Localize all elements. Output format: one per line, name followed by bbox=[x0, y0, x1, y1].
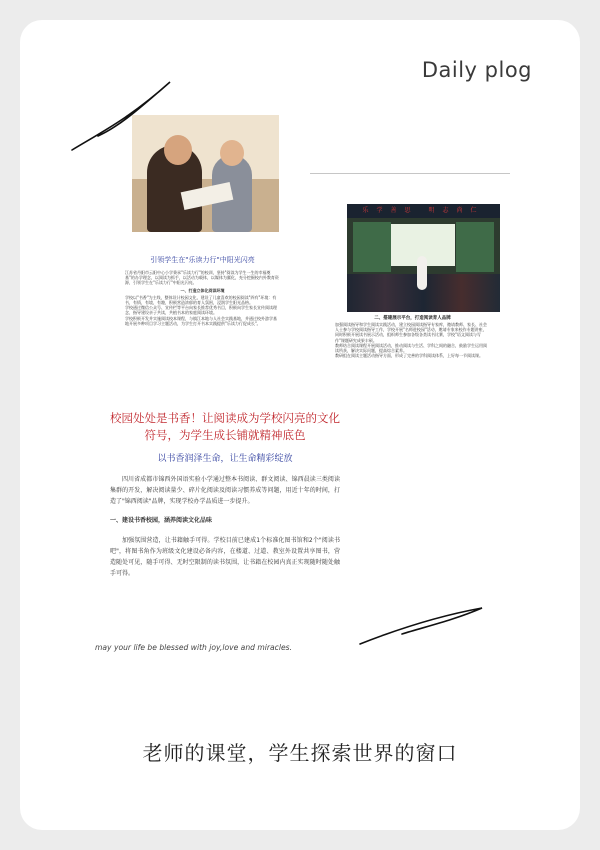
article-clipping-three bbox=[110, 410, 340, 636]
photo-classroom-reading-activity bbox=[347, 204, 500, 312]
article-two-paragraph: 加强阅读指导和学生阅读实践活动，建立校园阅读指导专家库，邀请教师、家长、社会人士参与学校阅读指导工作，学校开展"名师进校园"活动，邀请专家来校作专题讲座，同时积极开展读书展示活动，组织师生参加各级各类读书比赛，学校"语文阅读与写作"课题研究成果丰硕。 bbox=[335, 322, 487, 343]
article-three-body: 加强氛围营造，让书籍触手可得。学校目前已建成1个标准化图书馆和2个"阅读书吧"，将图书角作为班级文化建设必备内容，在楼道、过道、教室外设置共享图书，营造随处可见，随手可得、无时空限制的读书氛围，让书籍在校园内真正实现随时随处触手可得。 bbox=[110, 537, 340, 577]
article-three-headline: 校园处处是书香！让阅读成为学校闪亮的文化符号，为学生成长铺就精神底色 bbox=[110, 411, 340, 442]
article-one-paragraph: 学校通过微信公众号、宣传栏等平台向家长推荐优秀书目，积极向学生家长宣传阅读理念，指导建设亲子共读，共植书本的家庭阅读环境。 bbox=[125, 305, 277, 316]
article-one-paragraph: 学校以"书香"为主线，整体设计校园文化，建设了儿童喜欢的校园阅读"四有"环境：有书，有情，有境，有趣，积极营造浓郁的育人氛围，浸润学生阳光品格。 bbox=[125, 294, 277, 306]
article-one-paragraph: 学校积极开发并实施阅读校本课程，与镇江本地与人社会实践基地，并通过校外游学基地开展多种项目学习主题活动，为学生打开书本实践提供"乐读力行促成长"。 bbox=[125, 315, 277, 326]
article-two-paragraph: 教师结合阅读课程开展阅读活动，推动阅读与生活、学科之间的融合，鼓励学生运用阅读所获，解决实际问题，提高综合素养。 bbox=[335, 342, 487, 354]
divider-line bbox=[310, 173, 510, 174]
article-one-intro: 江苏省丹阳市云阳中心小学秉承"乐读力行"的校训，坚持"阅读为学生一生的幸福奠基"的办学理念，以阅读为抓手，以活动为载体，以媒体为翼化，充分挖掘校内外教育资源，引领学生在"乐读力行"中阳光闪亮。 bbox=[125, 270, 279, 286]
article-clipping-two bbox=[335, 315, 490, 358]
classroom-banner: 乐学善思 明志尚仁 bbox=[347, 204, 500, 218]
quote-text: may your life be blessed with joy,love and miracles. bbox=[95, 643, 292, 652]
article-two-paragraph: 教研组在阅读主题活动指导方面，形成了完善的学科阅读体系，上好每一节阅读课。 bbox=[335, 353, 483, 359]
page-title: Daily plog bbox=[421, 58, 532, 82]
article-three-intro: 四川省成都市锦西外国语实验小学通过整本书阅读、群文阅读、锦西晨读三类阅读集群的开发，解决阅读量少、碎片化阅读及阅读习惯养成等问题，用近十年的时间，打造了"锦西阅读"品牌，实现学校办学品质进一步提升。 bbox=[110, 476, 340, 505]
article-clipping-one bbox=[125, 255, 280, 326]
page-caption: 老师的课堂，学生探索世界的窗口 bbox=[142, 741, 458, 765]
article-one-headline: 引领学生在"乐读力行"中阳光闪亮 bbox=[150, 256, 255, 264]
photo-father-daughter-reading bbox=[132, 115, 279, 232]
article-one-section-title: 一、打造立体化阅读环境 bbox=[180, 287, 225, 293]
decorative-stroke-bottom bbox=[358, 604, 488, 646]
article-three-section-title: 一、建设书香校园，涵养阅读文化品味 bbox=[110, 517, 213, 524]
article-two-section-title: 二、搭建展示平台，打造阅读育人品牌 bbox=[374, 316, 451, 321]
article-three-subheadline: 以书香润泽生命，让生命精彩绽放 bbox=[157, 454, 293, 464]
